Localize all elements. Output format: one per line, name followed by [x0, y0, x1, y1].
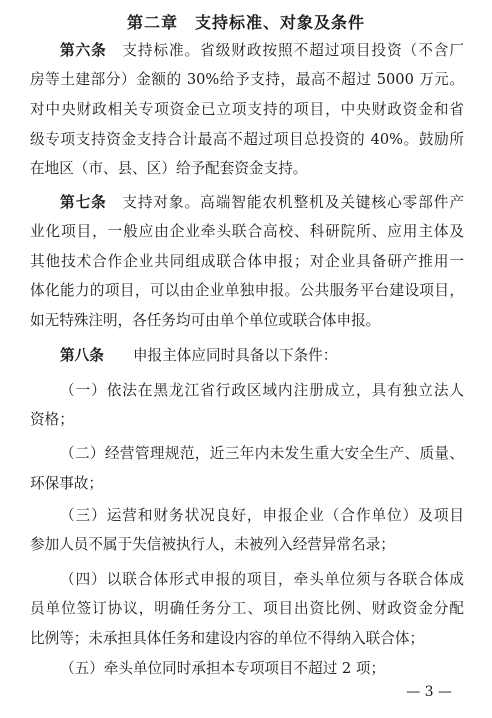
condition-3-line-1: （三）运营和财务状况良好，申报企业（合作单位）及项目 — [60, 507, 464, 524]
condition-4-line-3: 比例等；未承担具体任务和建设内容的单位不得纳入联合体； — [30, 630, 425, 647]
condition-4-line-1: （四）以联合体形式申报的项目，牵头单位须与各联合体成 — [60, 571, 464, 588]
condition-5-line-1: （五）牵头单位同时承担本专项项目不超过 2 项； — [60, 660, 386, 677]
chapter-title: 第二章 支持标准、对象及条件 — [126, 13, 365, 32]
article7-text-1: 支持对象。高端智能农机整机及关键核心零部件产 — [122, 194, 464, 211]
article6-text-1: 支持标准。省级财政按照不超过项目投资（不含厂 — [122, 42, 464, 59]
article6-line-2: 房等土建部分）金额的 30%给予支持，最高不超过 5000 万元。 — [30, 71, 464, 88]
condition-1-line-1: （一）依法在黑龙江省行政区域内注册成立，具有独立法人 — [60, 382, 464, 399]
article6-line-1 — [30, 41, 464, 61]
article7-line-2: 业化项目，一般应由企业牵头联合高校、科研院所、应用主体及 — [30, 223, 464, 240]
page-number: — 3 — — [406, 684, 452, 700]
article8-line-1 — [30, 346, 464, 366]
article7-line-1 — [30, 193, 464, 213]
condition-3-line-2: 参加人员不属于失信被执行人，未被列入经营异常名录； — [30, 536, 395, 553]
article7-line-5: 如无特殊注明，各任务均可由单个单位或联合体申报。 — [30, 312, 381, 329]
article7-line-4: 体化能力的项目，可以由企业单独申报。公共服务平台建设项目， — [30, 282, 464, 299]
article8-text-1: 申报主体应同时具备以下条件： — [133, 347, 338, 364]
condition-1-line-2: 资格； — [30, 411, 74, 428]
condition-4-line-2: 员单位签订协议，明确任务分工、项目出资比例、财政资金分配 — [30, 600, 464, 617]
article6-label: 第六条 — [60, 42, 107, 59]
condition-2-line-2: 环保事故； — [30, 475, 103, 492]
article8-label: 第八条 — [60, 347, 104, 364]
article7-line-3: 其他技术合作企业共同组成联合体申报；对企业具备研产推用一 — [30, 253, 464, 270]
condition-2-line-1: （二）经营管理规范，近三年内未发生重大安全生产、质量、 — [60, 445, 464, 462]
article6-line-5: 在地区（市、县、区）给予配套资金支持。 — [30, 160, 308, 177]
article6-line-4: 级专项支持资金支持合计最高不超过项目总投资的 40%。鼓励所 — [30, 131, 464, 148]
article6-line-3: 对中央财政相关专项资金已立项支持的项目，中央财政资金和省 — [30, 101, 464, 118]
article7-label: 第七条 — [60, 194, 107, 211]
